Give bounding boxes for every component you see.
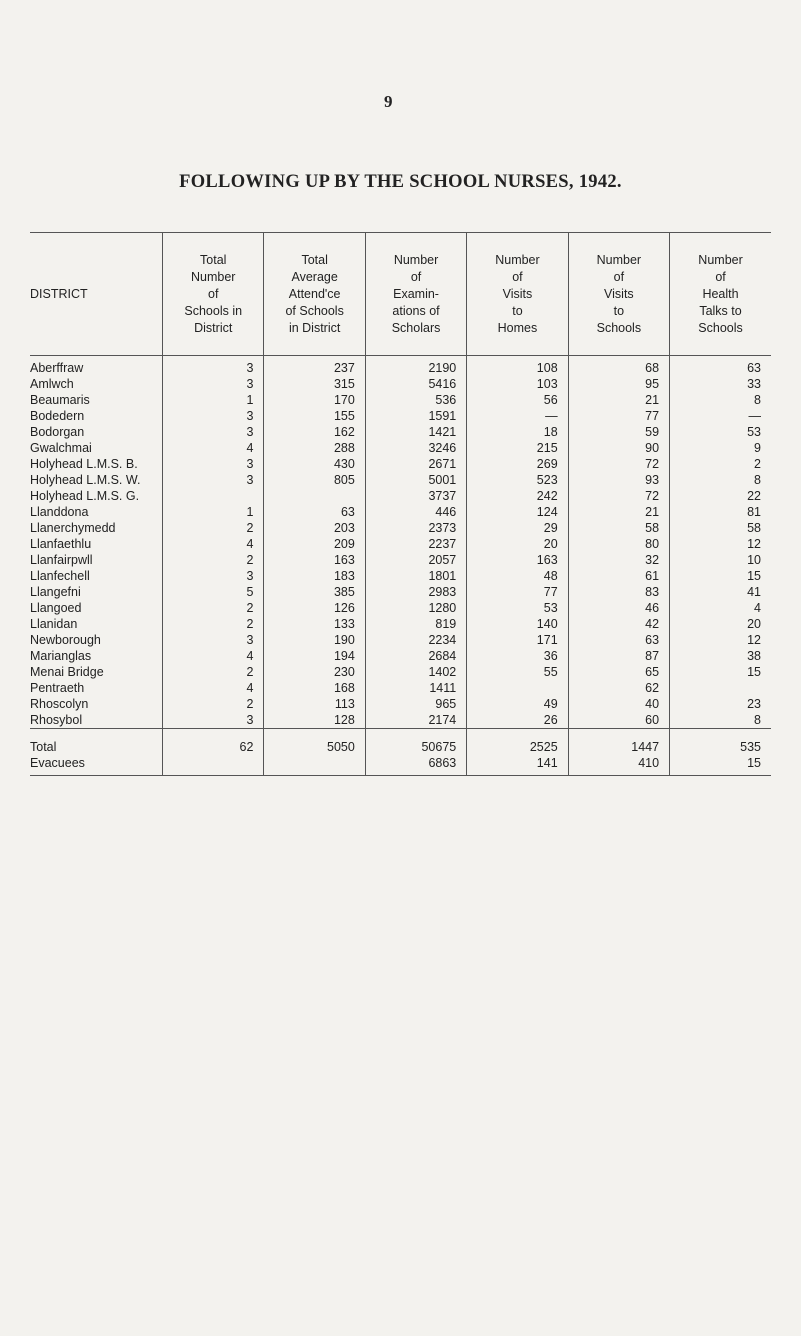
table-cell: 194	[264, 648, 365, 664]
column-header-line: Examin-	[393, 286, 439, 301]
table-cell: 5416	[365, 376, 466, 392]
table-cell: 36	[467, 648, 568, 664]
table-cell: 230	[264, 664, 365, 680]
table-cell: 15	[670, 568, 771, 584]
column-header-line: Attend'ce	[288, 286, 341, 301]
table-cell	[264, 755, 365, 776]
table-cell: 215	[467, 440, 568, 456]
table-cell: 2983	[365, 584, 466, 600]
table-cell: 32	[568, 552, 669, 568]
table-cell: 68	[568, 356, 669, 377]
table-cell: 209	[264, 536, 365, 552]
table-cell: 2237	[365, 536, 466, 552]
table-cell: 15	[670, 755, 771, 776]
column-header	[568, 233, 669, 356]
table-cell: 1	[163, 504, 264, 520]
table-cell: 183	[264, 568, 365, 584]
table-cell: 33	[670, 376, 771, 392]
table-cell: 49	[467, 696, 568, 712]
table-cell: 42	[568, 616, 669, 632]
district-name: Llanddona	[30, 505, 89, 519]
table-cell	[467, 680, 568, 696]
table-cell: 141	[467, 755, 568, 776]
table-cell: 819	[365, 616, 466, 632]
column-header-line: Total	[200, 252, 227, 267]
column-header	[467, 233, 568, 356]
table-body	[30, 356, 771, 776]
district-name: Beaumaris	[30, 393, 90, 407]
table-row	[30, 472, 771, 488]
table-cell: 269	[467, 456, 568, 472]
table-row	[30, 424, 771, 440]
table-cell: 95	[568, 376, 669, 392]
district-name: Menai Bridge	[30, 665, 104, 679]
table-cell: 8	[670, 712, 771, 729]
column-header-line: Number	[698, 252, 743, 267]
table-cell: 1	[163, 392, 264, 408]
table-row	[30, 392, 771, 408]
table-cell: 2	[163, 696, 264, 712]
table-row	[30, 712, 771, 729]
table-cell: 41	[670, 584, 771, 600]
table-cell: 3	[163, 472, 264, 488]
table-cell: 65	[568, 664, 669, 680]
table-cell: 22	[670, 488, 771, 504]
column-header-line: to	[613, 303, 625, 318]
table-cell: 77	[568, 408, 669, 424]
table-cell: 126	[264, 600, 365, 616]
district-name: Marianglas	[30, 649, 92, 663]
district-name: Rhosybol	[30, 713, 83, 727]
table-cell: 21	[568, 392, 669, 408]
table-cell: 83	[568, 584, 669, 600]
table-cell: 8	[670, 392, 771, 408]
table-cell: 4	[163, 440, 264, 456]
table-cell: 163	[264, 552, 365, 568]
column-header-line: Total	[301, 252, 328, 267]
table-cell: 140	[467, 616, 568, 632]
column-header-line: Number	[495, 252, 540, 267]
district-name: Newborough	[30, 633, 101, 647]
table-cell: 523	[467, 472, 568, 488]
table-cell: 1411	[365, 680, 466, 696]
table-cell: —	[670, 408, 771, 424]
table-cell: 62	[568, 680, 669, 696]
table-cell: 3	[163, 408, 264, 424]
column-header-line: ations of	[392, 303, 440, 318]
district-name: Llanerchymedd	[30, 521, 116, 535]
table-cell: 2	[163, 520, 264, 536]
table-cell: 63	[264, 504, 365, 520]
district-name: Llanfairpwll	[30, 553, 93, 567]
district-name: Pentraeth	[30, 681, 85, 695]
table-row	[30, 648, 771, 664]
table-cell: 2373	[365, 520, 466, 536]
table-cell: 315	[264, 376, 365, 392]
table-cell: 3	[163, 712, 264, 729]
table-cell: 3737	[365, 488, 466, 504]
table-cell: 3	[163, 568, 264, 584]
table-row	[30, 356, 771, 377]
table-cell: 20	[670, 616, 771, 632]
table-cell: 61	[568, 568, 669, 584]
table-cell: 1447	[568, 729, 669, 756]
table-cell: 53	[670, 424, 771, 440]
district-name: Rhoscolyn	[30, 697, 89, 711]
table-cell: 1801	[365, 568, 466, 584]
table-row	[30, 504, 771, 520]
table-cell: 237	[264, 356, 365, 377]
page-title: FOLLOWING UP BY THE SCHOOL NURSES, 1942.	[179, 172, 622, 192]
table-cell	[163, 755, 264, 776]
table-cell	[264, 488, 365, 504]
column-header	[163, 233, 264, 356]
table-cell: 805	[264, 472, 365, 488]
district-name: Llanfechell	[30, 569, 90, 583]
table-row	[30, 696, 771, 712]
column-header-line: DISTRICT	[30, 286, 88, 301]
table-cell: 5050	[264, 729, 365, 756]
table-cell: 965	[365, 696, 466, 712]
district-name: Holyhead L.M.S. W.	[30, 473, 141, 487]
table-row	[30, 440, 771, 456]
table-cell: 2174	[365, 712, 466, 729]
table-cell: 26	[467, 712, 568, 729]
table-cell: 2	[163, 552, 264, 568]
table-cell: 535	[670, 729, 771, 756]
evacuees-row	[30, 755, 771, 776]
table-row	[30, 376, 771, 392]
column-header-line: District	[194, 320, 233, 335]
table-cell: 15	[670, 664, 771, 680]
table-cell: 4	[163, 648, 264, 664]
district-name: Total	[30, 729, 163, 756]
table-cell: 3	[163, 356, 264, 377]
table-row	[30, 520, 771, 536]
table-row	[30, 600, 771, 616]
column-header-line: of Schools	[285, 303, 344, 318]
column-header-line: Number	[393, 252, 439, 267]
column-header-line: Scholars	[391, 320, 441, 335]
table-cell: 203	[264, 520, 365, 536]
table-cell: 1402	[365, 664, 466, 680]
table-cell: 6863	[365, 755, 466, 776]
table-cell: 163	[467, 552, 568, 568]
table-cell: 446	[365, 504, 466, 520]
column-header-line: Number	[596, 252, 642, 267]
table-cell: 29	[467, 520, 568, 536]
column-header-line: Health	[702, 286, 739, 301]
table-cell: 93	[568, 472, 669, 488]
table-cell: 80	[568, 536, 669, 552]
district-name: Llanidan	[30, 617, 78, 631]
table-cell: 50675	[365, 729, 466, 756]
table-row	[30, 488, 771, 504]
column-header-line: Visits	[502, 286, 533, 301]
column-header-line: Talks to	[699, 303, 742, 318]
table-cell: 3246	[365, 440, 466, 456]
table-cell: 8	[670, 472, 771, 488]
column-header-line: Number	[191, 269, 236, 284]
district-name: Llangoed	[30, 601, 82, 615]
table-cell: 2	[163, 664, 264, 680]
table-cell: 1421	[365, 424, 466, 440]
table-row	[30, 408, 771, 424]
table-cell: 48	[467, 568, 568, 584]
table-cell: 12	[670, 536, 771, 552]
table-cell: 3	[163, 424, 264, 440]
district-name: Bodedern	[30, 409, 85, 423]
table-cell: 58	[568, 520, 669, 536]
table-cell: 2057	[365, 552, 466, 568]
column-header-line: to	[512, 303, 523, 318]
table-row	[30, 616, 771, 632]
table-row	[30, 632, 771, 648]
table-cell: 4	[670, 600, 771, 616]
table-cell: 4	[163, 680, 264, 696]
column-header-line: Average	[291, 269, 338, 284]
column-header-line: of	[613, 269, 625, 284]
table-cell: 155	[264, 408, 365, 424]
column-header-line: of	[512, 269, 523, 284]
table-cell: 58	[670, 520, 771, 536]
table-header-row	[30, 233, 771, 356]
column-header-line: Schools in	[184, 303, 243, 318]
table-cell: 103	[467, 376, 568, 392]
table-cell: 385	[264, 584, 365, 600]
table-row	[30, 664, 771, 680]
nurses-table	[30, 232, 771, 776]
table-row	[30, 584, 771, 600]
table-cell: 124	[467, 504, 568, 520]
table-cell: 170	[264, 392, 365, 408]
district-name: Llanfaethlu	[30, 537, 92, 551]
district-name: Bodorgan	[30, 425, 85, 439]
table-row	[30, 552, 771, 568]
table-cell: 190	[264, 632, 365, 648]
table-cell: 5	[163, 584, 264, 600]
table-cell: 10	[670, 552, 771, 568]
table-cell: 162	[264, 424, 365, 440]
table-row	[30, 680, 771, 696]
table-cell: 2190	[365, 356, 466, 377]
table-cell: 87	[568, 648, 669, 664]
table-cell: 9	[670, 440, 771, 456]
column-header-line: of	[410, 269, 422, 284]
table-cell: 2671	[365, 456, 466, 472]
table-cell: 3	[163, 456, 264, 472]
table-cell: 410	[568, 755, 669, 776]
table-cell: 2234	[365, 632, 466, 648]
table-cell: 72	[568, 456, 669, 472]
table-cell	[163, 488, 264, 504]
table-cell: 63	[670, 356, 771, 377]
table-cell: 40	[568, 696, 669, 712]
table-cell: 59	[568, 424, 669, 440]
table-cell: 63	[568, 632, 669, 648]
district-name: Amlwch	[30, 377, 74, 391]
table-cell: 55	[467, 664, 568, 680]
total-row	[30, 729, 771, 756]
table-cell: 3	[163, 376, 264, 392]
column-header-line: of	[715, 269, 726, 284]
table-cell: 2	[163, 600, 264, 616]
table-cell: 62	[163, 729, 264, 756]
table-cell: 430	[264, 456, 365, 472]
table-cell: 128	[264, 712, 365, 729]
table-cell: 1280	[365, 600, 466, 616]
table-cell: 53	[467, 600, 568, 616]
column-header	[670, 233, 771, 356]
table-row	[30, 568, 771, 584]
column-header-district	[30, 233, 163, 356]
column-header	[365, 233, 466, 356]
table-cell: 2	[670, 456, 771, 472]
table-cell: 18	[467, 424, 568, 440]
table-cell: 56	[467, 392, 568, 408]
district-name: Aberffraw	[30, 361, 84, 375]
table-cell: 90	[568, 440, 669, 456]
table-cell: 108	[467, 356, 568, 377]
table-cell: 288	[264, 440, 365, 456]
table-cell: 536	[365, 392, 466, 408]
column-header-line: Visits	[604, 286, 634, 301]
table-cell: 171	[467, 632, 568, 648]
table-row	[30, 456, 771, 472]
table-cell: —	[467, 408, 568, 424]
column-header-line: in District	[288, 320, 341, 335]
table-cell: 1591	[365, 408, 466, 424]
table-row	[30, 536, 771, 552]
table-cell: 2684	[365, 648, 466, 664]
table-cell: 23	[670, 696, 771, 712]
table-cell: 133	[264, 616, 365, 632]
column-header-line: Schools	[596, 320, 642, 335]
table-cell: 242	[467, 488, 568, 504]
table-cell: 60	[568, 712, 669, 729]
page-number: 9	[384, 92, 393, 111]
table-cell: 168	[264, 680, 365, 696]
table-cell: 5001	[365, 472, 466, 488]
column-header-line: Homes	[497, 320, 538, 335]
table-cell	[670, 680, 771, 696]
district-name: Evacuees	[30, 755, 163, 776]
district-name: Llangefni	[30, 585, 81, 599]
district-name: Holyhead L.M.S. G.	[30, 489, 140, 503]
table-cell: 2525	[467, 729, 568, 756]
table-cell: 4	[163, 536, 264, 552]
table-cell: 2	[163, 616, 264, 632]
table-cell: 77	[467, 584, 568, 600]
table-cell: 20	[467, 536, 568, 552]
district-name: Gwalchmai	[30, 441, 92, 455]
district-name: Holyhead L.M.S. B.	[30, 457, 138, 471]
table-cell: 12	[670, 632, 771, 648]
table-cell: 46	[568, 600, 669, 616]
table-cell: 113	[264, 696, 365, 712]
table-cell: 3	[163, 632, 264, 648]
column-header-line: Schools	[698, 320, 743, 335]
table-cell: 72	[568, 488, 669, 504]
table-cell: 38	[670, 648, 771, 664]
column-header	[264, 233, 365, 356]
table-cell: 21	[568, 504, 669, 520]
column-header-line: of	[208, 286, 219, 301]
table-cell: 81	[670, 504, 771, 520]
